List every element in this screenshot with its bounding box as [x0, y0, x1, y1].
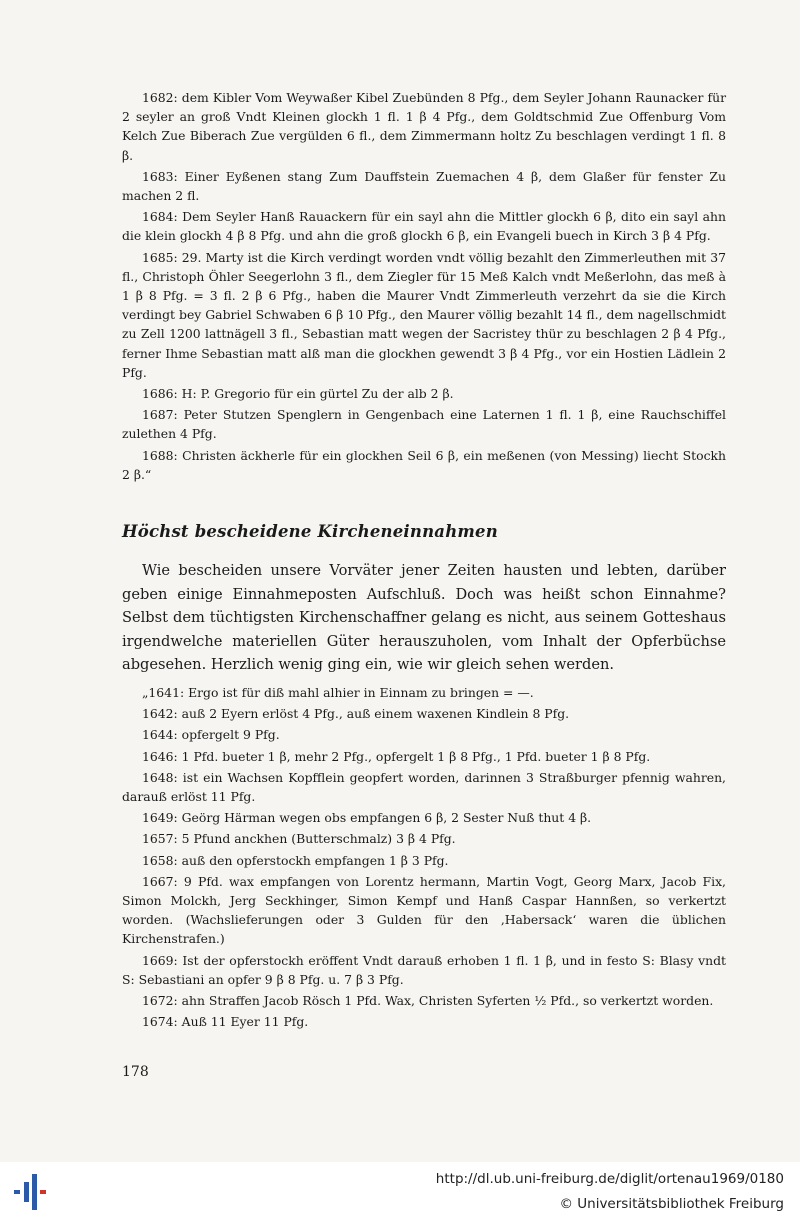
page-number: 178	[122, 1064, 149, 1080]
copyright-notice: © Universitätsbibliothek Freiburg	[559, 1196, 784, 1212]
footer-bar	[0, 1162, 800, 1220]
entry-1674: 1674: Auß 11 Eyer 11 Pfg.	[142, 1014, 309, 1030]
page-content	[122, 88, 726, 1033]
entry-1649: 1649: Geörg Härman wegen obs empfangen 6 β, 2 Sester Nuß thut 4 β.	[142, 810, 592, 826]
entry-1669: 1669: Ist der opferstockh eröffent Vndt darauß erhoben 1 fl. 1 β, und in festo S: Blasy vndt S: Sebastiani an opfer 9 β 8 Pfg. u. 7 β 3 Pfg.	[122, 952, 726, 987]
entry-1672: 1672: ahn Straffen Jacob Rösch 1 Pfd. Wax, Christen Syferten ½ Pfd., so verkertzt worden.	[142, 993, 714, 1009]
entry-1688: 1688: Christen äckherle für ein glockhen Seil 6 β, ein meßenen (von Messing) liecht Stockh 2 β.“	[122, 447, 726, 482]
top-entries	[122, 88, 726, 484]
entry-1657: 1657: 5 Pfund anckhen (Butterschmalz) 3 β 4 Pfg.	[142, 831, 456, 847]
entry-1686: 1686: H: P. Gregorio für ein gürtel Zu der alb 2 β.	[142, 386, 454, 402]
entry-1687: 1687: Peter Stutzen Spenglern in Gengenbach eine Laternen 1 fl. 1 β, eine Rauchschiffel zulethen 4 Pfg.	[122, 407, 726, 442]
entry-1683: 1683: Einer Eyßenen stang Zum Dauffstein Zuemachen 4 β, dem Glaßer für fenster Zu machen 2 fl.	[122, 168, 726, 204]
entry-1642: 1642: auß 2 Eyern erlöst 4 Pfg., auß einem waxenen Kindlein 8 Pfg.	[142, 706, 570, 722]
intro-paragraph: Wie bescheiden unsere Vorväter jener Zeiten hausten und lebten, darüber geben einige Einnahmeposten Aufschluß. Doch was heißt schon Einnahme? Selbst dem tüchtigsten Kirchenschaffner gelang es nicht, aus seinem Gotteshaus irgendwelche materiellen Güter herauszuholen, vom Inhalt der Opferbüchse abgesehen. Herzlich wenig ging ein, wie wir gleich sehen werden.	[122, 562, 726, 674]
entry-1685: 1685: 29. Marty ist die Kirch verdingt worden vndt völlig bezahlt den Zimmerleuthen mit 37 fl., Christoph Öhler Seegerlohn 3 fl., dem Ziegler für 15 Meß Kalch vndt Meßerlohn, das meß à 1 β 8 Pfg. = 3 fl. 2 β 6 Pfg., haben die Maurer Vndt Zimmerleuth verzehrt da sie die Kirch verdingt bey Gabriel Schwaben 6 β 10 Pfg., den Maurer völlig bezahlt 14 fl., dem nagellschmidt zu Zell 1200 lattnägell 3 fl., Sebastian matt wegen der Sacristey thür zu beschlagen 2 β 4 Pfg., ferner Ihme Sebastian matt alß man die glockhen gewendt 3 β 4 Pfg., vor ein Hostien Lädlein 2 Pfg.	[122, 249, 726, 380]
entry-1648: 1648: ist ein Wachsen Kopfflein geopfert worden, darinnen 3 Straßburger pfennig wahren, darauß erlöst 11 Pfg.	[122, 769, 726, 805]
entry-1644: 1644: opfergelt 9 Pfg.	[142, 727, 280, 743]
entry-1682: 1682: dem Kibler Vom Weywaßer Kibel Zuebünden 8 Pfg., dem Seyler Johann Raunacker für 2 seyler an groß Vndt Kleinen glockh 1 fl. 1 β 4 Pfg., dem Goldtschmid Zue Offenburg Vom Kelch Zue Biberach Zue vergülden 6 fl., dem Zimmermann holtz Zu beschlagen verdingt 1 fl. 8 β.	[122, 90, 726, 163]
bottom-entries	[122, 683, 726, 1031]
section-heading: Höchst bescheidene Kircheneinnahmen	[122, 522, 498, 542]
entry-1658: 1658: auß den opferstockh empfangen 1 β 3 Pfg.	[142, 852, 449, 868]
university-library-logo-icon	[10, 1170, 50, 1212]
permalink-link[interactable]: http://dl.ub.uni-freiburg.de/diglit/ortenau1969/0180	[435, 1171, 784, 1187]
entry-1641: „1641: Ergo ist für diß mahl alhier in Einnam zu bringen = —.	[142, 685, 534, 701]
entry-1684: 1684: Dem Seyler Hanß Rauackern für ein sayl ahn die Mittler glockh 6 β, dito ein sayl ahn die klein glockh 4 β 8 Pfg. und ahn die groß glockh 6 β, ein Evangeli buech in Kirch 3 β 4 Pfg.	[122, 209, 726, 244]
entry-1646: 1646: 1 Pfd. bueter 1 β, mehr 2 Pfg., opfergelt 1 β 8 Pfg., 1 Pfd. bueter 1 β 8 Pfg.	[142, 748, 651, 764]
entry-1667: 1667: 9 Pfd. wax empfangen von Lorentz hermann, Martin Vogt, Georg Marx, Jacob Fix, Simon Molckh, Jerg Seckhinger, Simon Kempf und Hanß Caspar Hannßen, so verkertzt worden. (Wachslieferungen oder 3 Gulden für den ‚Habersack‘ waren die üblichen Kirchenstrafen.)	[122, 873, 726, 947]
